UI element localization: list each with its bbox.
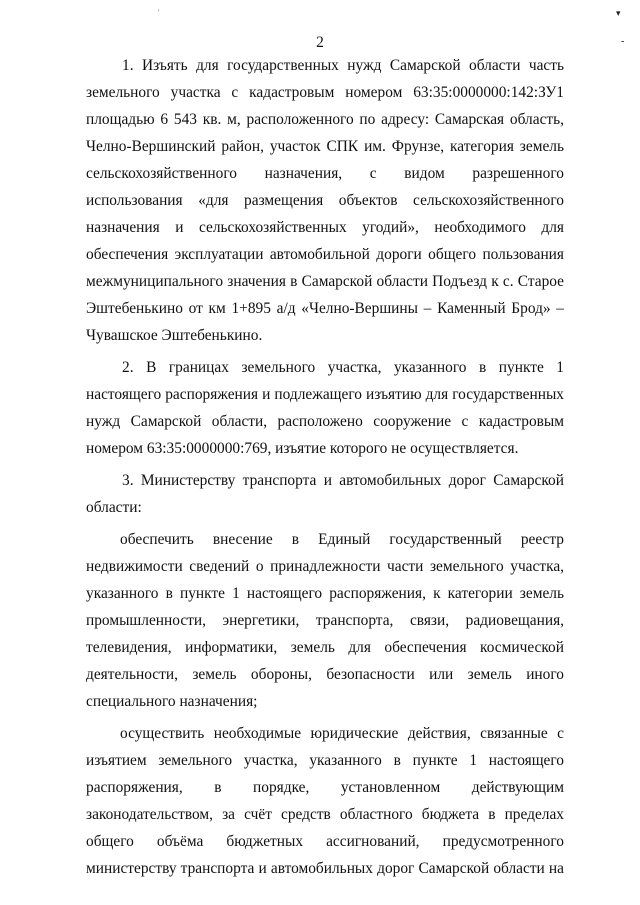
paragraph-3-item-legal-actions: осуществить необходимые юридические действия, связанные с изъятием земельного участка, указанного в пункте 1 настоящего распоряжения, в порядке, установленном действующим законодательством, за счёт средств областного бюджета в пределах общего объёма бюджетных ассигнований, предусмотренного министерству транспорта и автомобильных дорог Самарской области на	[86, 725, 564, 877]
scan-speck: '	[158, 8, 160, 17]
scan-speck: -	[621, 36, 625, 47]
page-number: 2	[316, 34, 324, 51]
paragraph-2-structure: 2. В границах земельного участка, указанного в пункте 1 настоящего распоряжения и подлежащего изъятию для государственных нужд Самарской области, расположено сооружение с кадастровым номером 63:35:0000000:769, изъятие которого не осуществляется.	[86, 359, 564, 457]
paragraph-1-seizure: 1. Изъять для государственных нужд Самарской области часть земельного участка с кадастровым номером 63:35:0000000:142:ЗУ1 площадью 6 543 кв. м, расположенного по адресу: Самарская область, Челно-Вершинский район, участок СПК им. Фрунзе, категория земель сельскохозяйственного назначения, с видом разрешенного использования «для размещения объектов сельскохозяйственного назначения и сельскохозяйственных угодий», необходимого для обеспечения эксплуатации автомобильной дороги общего пользования межмуниципального значения в Самарской области Подъезд к с. Старое Эштебенькино от км 1+895 а/д «Челно-Вершины – Каменный Брод» – Чувашское Эштебенькино.	[86, 57, 564, 344]
document-body	[86, 52, 564, 887]
paragraph-3-ministry: 3. Министерству транспорта и автомобильных дорог Самарской области:	[86, 472, 564, 516]
paragraph-3-item-registry: обеспечить внесение в Единый государственный реестр недвижимости сведений о принадлежности части земельного участка, указанного в пункте 1 настоящего распоряжения, к категории земель промышленности, энергетики, транспорта, связи, радиовещания, телевидения, информатики, земель для обеспечения космической деятельности, земель обороны, безопасности или земель иного специального назначения;	[86, 531, 564, 710]
scan-speck: ▾	[616, 8, 621, 18]
